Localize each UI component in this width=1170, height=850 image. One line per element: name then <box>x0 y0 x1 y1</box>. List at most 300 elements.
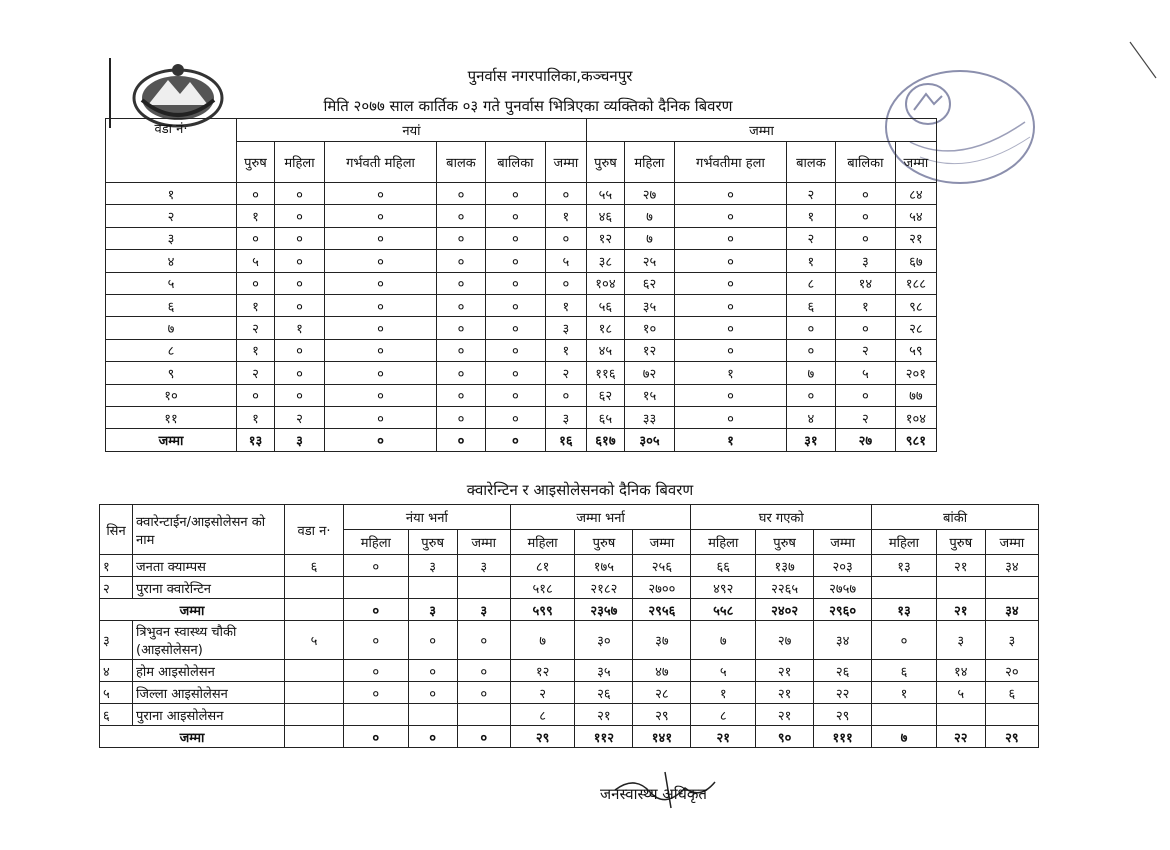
value-cell: ० <box>786 384 835 406</box>
sn-cell: ५ <box>100 682 133 704</box>
value-cell: ० <box>545 384 586 406</box>
sn-cell: ६ <box>100 704 133 726</box>
value-cell <box>985 577 1038 599</box>
value-cell: ० <box>436 250 485 272</box>
value-cell: ० <box>274 227 324 249</box>
value-cell: १ <box>545 294 586 316</box>
value-cell: १०४ <box>586 272 624 294</box>
value-cell: ३ <box>936 621 985 660</box>
value-cell: ० <box>674 250 786 272</box>
value-cell: ३ <box>545 406 586 428</box>
value-cell: ५ <box>237 250 275 272</box>
value-cell: ० <box>274 384 324 406</box>
value-cell: १ <box>545 205 586 227</box>
signature-label: जनस्वास्थ्य अधिकृत <box>600 785 707 803</box>
value-cell: ० <box>485 384 545 406</box>
value-cell: २७ <box>756 621 814 660</box>
value-cell: ० <box>545 272 586 294</box>
total-cell: १ <box>674 429 786 451</box>
value-cell: १३ <box>872 555 937 577</box>
ward-cell: ६ <box>285 555 344 577</box>
value-cell: २५ <box>624 250 674 272</box>
value-cell <box>408 704 457 726</box>
value-cell: ० <box>436 317 485 339</box>
value-cell <box>457 704 510 726</box>
value-cell: ० <box>485 362 545 384</box>
ward-cell: ११ <box>106 406 237 428</box>
value-cell <box>985 704 1038 726</box>
value-cell: ६२ <box>624 272 674 294</box>
value-cell: ० <box>674 339 786 361</box>
value-cell: ७ <box>786 362 835 384</box>
value-cell: १ <box>835 294 895 316</box>
value-cell: ० <box>674 272 786 294</box>
value-cell: ० <box>344 660 409 682</box>
value-cell: १०४ <box>895 406 936 428</box>
value-cell: ० <box>436 272 485 294</box>
value-cell: ७७ <box>895 384 936 406</box>
ward-header: वडा नं· <box>106 119 237 183</box>
value-cell: ३७ <box>633 621 691 660</box>
facility-name-cell: होम आइसोलेसन <box>133 660 285 682</box>
new-col-header: बालक <box>436 142 485 183</box>
value-cell: ३ <box>457 555 510 577</box>
value-cell: ८ <box>786 272 835 294</box>
value-cell: ० <box>325 250 437 272</box>
value-cell: २७५७ <box>814 577 872 599</box>
new-col-header: गर्भवती महिला <box>325 142 437 183</box>
value-cell: ० <box>274 362 324 384</box>
sub-col-header: जम्मा <box>985 530 1038 555</box>
value-cell: ० <box>457 660 510 682</box>
value-cell: २१ <box>756 704 814 726</box>
report-subtitle: मिति २०७७ साल कार्तिक ०३ गते पुनर्वास भित्रिएका व्यक्तिको दैनिक बिवरण <box>323 97 733 115</box>
quarantine-title: क्वारेन्टिन र आइसोलेसनको दैनिक बिवरण <box>466 481 694 499</box>
value-cell: ६५ <box>586 406 624 428</box>
total-cell: ७ <box>872 726 937 748</box>
value-cell: १८८ <box>895 272 936 294</box>
value-cell: ० <box>457 621 510 660</box>
value-cell: ० <box>674 183 786 205</box>
ward-cell <box>285 682 344 704</box>
group-total-header: जम्मा <box>586 119 936 142</box>
value-cell <box>457 577 510 599</box>
value-cell: ० <box>325 362 437 384</box>
value-cell: ० <box>835 183 895 205</box>
value-cell: ३ <box>545 317 586 339</box>
total-cell: ३ <box>457 599 510 621</box>
value-cell: ० <box>835 384 895 406</box>
total-cell: २९ <box>985 726 1038 748</box>
value-cell: १७५ <box>575 555 633 577</box>
value-cell: ० <box>436 362 485 384</box>
value-cell: ० <box>674 384 786 406</box>
value-cell: ८ <box>510 704 575 726</box>
ward-cell <box>285 704 344 726</box>
facility-name-cell: जिल्ला आइसोलेसन <box>133 682 285 704</box>
value-cell: २८ <box>633 682 691 704</box>
value-cell: ३४ <box>985 555 1038 577</box>
value-cell: २७०० <box>633 577 691 599</box>
new-col-header: जम्मा <box>545 142 586 183</box>
value-cell: ७ <box>510 621 575 660</box>
value-cell: ० <box>274 272 324 294</box>
value-cell: ७२ <box>624 362 674 384</box>
value-cell: ० <box>237 384 275 406</box>
value-cell: २१ <box>895 227 936 249</box>
facility-name-cell: जनता क्याम्पस <box>133 555 285 577</box>
value-cell: ० <box>436 227 485 249</box>
value-cell: ० <box>786 339 835 361</box>
total-cell: ३०५ <box>624 429 674 451</box>
total-cell: २९६० <box>814 599 872 621</box>
ward-cell: २ <box>106 205 237 227</box>
value-cell: ५६ <box>586 294 624 316</box>
value-cell: ५ <box>691 660 756 682</box>
value-cell: ० <box>674 317 786 339</box>
total-label: जम्मा <box>106 429 237 451</box>
value-cell: ० <box>545 183 586 205</box>
facility-name-header: क्वारेन्टाईन/आइसोलेसन को नाम <box>133 505 285 555</box>
value-cell: २ <box>237 362 275 384</box>
total-cell: ११२ <box>575 726 633 748</box>
value-cell: ० <box>325 227 437 249</box>
total-cell: १६ <box>545 429 586 451</box>
value-cell: १३७ <box>756 555 814 577</box>
value-cell: ० <box>436 384 485 406</box>
total-cell: १३ <box>872 599 937 621</box>
value-cell: ० <box>485 406 545 428</box>
value-cell: २ <box>786 183 835 205</box>
total-col-header: बालिका <box>835 142 895 183</box>
total-label: जम्मा <box>100 599 285 621</box>
value-cell: २२ <box>814 682 872 704</box>
total-cell: २१ <box>936 599 985 621</box>
value-cell: ४ <box>786 406 835 428</box>
value-cell: ० <box>237 183 275 205</box>
table-row <box>106 272 937 294</box>
value-cell: २७ <box>624 183 674 205</box>
value-cell: ३ <box>408 555 457 577</box>
value-cell: १ <box>237 339 275 361</box>
total-cell: ० <box>325 429 437 451</box>
ward-cell: १० <box>106 384 237 406</box>
value-cell: २६ <box>575 682 633 704</box>
group-remaining-header: बांकी <box>872 505 1039 530</box>
value-cell: ० <box>436 294 485 316</box>
total-col-header: महिला <box>624 142 674 183</box>
table-row <box>100 621 1039 660</box>
sub-col-header: पुरुष <box>936 530 985 555</box>
value-cell: २२६५ <box>756 577 814 599</box>
total-cell: ० <box>436 429 485 451</box>
table-row <box>106 294 937 316</box>
sub-col-header: महिला <box>510 530 575 555</box>
value-cell: १ <box>786 250 835 272</box>
facility-name-cell: पुराना क्वारेन्टिन <box>133 577 285 599</box>
value-cell: १४ <box>835 272 895 294</box>
value-cell: ६६ <box>691 555 756 577</box>
total-cell: १११ <box>814 726 872 748</box>
value-cell: ६ <box>872 660 937 682</box>
value-cell: १२ <box>586 227 624 249</box>
value-cell: ८१ <box>510 555 575 577</box>
table-row <box>100 555 1039 577</box>
group-new-admit-header: नंया भर्ना <box>344 505 511 530</box>
value-cell: ८ <box>691 704 756 726</box>
value-cell: १ <box>237 205 275 227</box>
value-cell: ८४ <box>895 183 936 205</box>
value-cell: ५९ <box>895 339 936 361</box>
total-cell: ० <box>457 726 510 748</box>
sub-col-header: महिला <box>344 530 409 555</box>
value-cell: ० <box>436 205 485 227</box>
table-row <box>106 205 937 227</box>
value-cell: ६ <box>786 294 835 316</box>
value-cell: ० <box>325 406 437 428</box>
value-cell: ३३ <box>624 406 674 428</box>
value-cell: ० <box>325 384 437 406</box>
value-cell: २९ <box>633 704 691 726</box>
total-cell: ५९९ <box>510 599 575 621</box>
value-cell: ० <box>344 555 409 577</box>
value-cell: ० <box>325 272 437 294</box>
value-cell: ० <box>674 406 786 428</box>
sub-col-header: पुरुष <box>408 530 457 555</box>
value-cell: ६ <box>985 682 1038 704</box>
value-cell: २१ <box>936 555 985 577</box>
table-row <box>100 682 1039 704</box>
value-cell <box>344 577 409 599</box>
value-cell: २०१ <box>895 362 936 384</box>
value-cell: ० <box>274 294 324 316</box>
quarantine-isolation-table <box>99 504 1039 748</box>
table-row <box>106 362 937 384</box>
value-cell: ० <box>344 682 409 704</box>
facility-name-cell: त्रिभुवन स्वास्थ्य चौकी (आइसोलेसन) <box>133 621 285 660</box>
value-cell: ७ <box>624 205 674 227</box>
value-cell: ४५ <box>586 339 624 361</box>
table-row <box>106 183 937 205</box>
value-cell: ४९२ <box>691 577 756 599</box>
ward-cell: ३ <box>106 227 237 249</box>
ward-cell <box>285 726 344 748</box>
value-cell: २ <box>835 406 895 428</box>
value-cell: ६२ <box>586 384 624 406</box>
total-cell: ९० <box>756 726 814 748</box>
value-cell: ० <box>408 621 457 660</box>
total-col-header: गर्भवतीमा हला <box>674 142 786 183</box>
value-cell: ० <box>274 183 324 205</box>
value-cell: ६७ <box>895 250 936 272</box>
value-cell <box>872 704 937 726</box>
ward-cell: १ <box>106 183 237 205</box>
table-row <box>106 250 937 272</box>
value-cell <box>936 577 985 599</box>
value-cell: १ <box>674 362 786 384</box>
value-cell: २५६ <box>633 555 691 577</box>
value-cell: ० <box>436 339 485 361</box>
table-row <box>106 317 937 339</box>
value-cell: २१ <box>756 660 814 682</box>
value-cell: २ <box>545 362 586 384</box>
scan-corner-mark <box>1128 40 1158 80</box>
value-cell: ० <box>485 227 545 249</box>
total-cell: २२ <box>936 726 985 748</box>
value-cell <box>872 577 937 599</box>
new-col-header: बालिका <box>485 142 545 183</box>
value-cell: २१ <box>756 682 814 704</box>
table-row <box>106 227 937 249</box>
total-cell: १४१ <box>633 726 691 748</box>
total-cell: ० <box>344 599 409 621</box>
value-cell: ० <box>835 317 895 339</box>
total-cell: ६१७ <box>586 429 624 451</box>
value-cell: ० <box>436 406 485 428</box>
value-cell: ० <box>457 682 510 704</box>
value-cell: ० <box>237 272 275 294</box>
value-cell: ३० <box>575 621 633 660</box>
value-cell: ५ <box>545 250 586 272</box>
value-cell: २ <box>274 406 324 428</box>
sub-col-header: पुरुष <box>756 530 814 555</box>
total-row <box>100 599 1039 621</box>
ward-cell <box>285 577 344 599</box>
sn-cell: १ <box>100 555 133 577</box>
value-cell: ० <box>436 183 485 205</box>
value-cell: ५१८ <box>510 577 575 599</box>
value-cell: ० <box>325 183 437 205</box>
value-cell: १ <box>237 406 275 428</box>
value-cell <box>408 577 457 599</box>
value-cell: ० <box>408 682 457 704</box>
value-cell: १ <box>545 339 586 361</box>
value-cell: ० <box>485 183 545 205</box>
value-cell: ० <box>325 294 437 316</box>
value-cell: १ <box>691 682 756 704</box>
value-cell: ० <box>325 317 437 339</box>
ward-cell: ७ <box>106 317 237 339</box>
value-cell: १८ <box>586 317 624 339</box>
sub-col-header: पुरुष <box>575 530 633 555</box>
value-cell: २० <box>985 660 1038 682</box>
sn-header: सिन <box>100 505 133 555</box>
total-col-header: बालक <box>786 142 835 183</box>
table-row <box>100 704 1039 726</box>
value-cell: ५ <box>835 362 895 384</box>
ward-cell: ९ <box>106 362 237 384</box>
municipality-title: पुनर्वास नगरपालिका,कञ्चनपुर <box>467 67 633 85</box>
value-cell: ० <box>835 205 895 227</box>
total-cell: ३ <box>274 429 324 451</box>
total-row <box>100 726 1039 748</box>
ward-cell: ५ <box>285 621 344 660</box>
value-cell: १० <box>624 317 674 339</box>
total-cell: ३ <box>408 599 457 621</box>
value-cell: २ <box>237 317 275 339</box>
sub-col-header: जम्मा <box>457 530 510 555</box>
value-cell: ० <box>674 227 786 249</box>
value-cell: २ <box>786 227 835 249</box>
sub-col-header: जम्मा <box>633 530 691 555</box>
value-cell <box>936 704 985 726</box>
sub-col-header: जम्मा <box>814 530 872 555</box>
total-cell: २४०२ <box>756 599 814 621</box>
value-cell <box>344 704 409 726</box>
value-cell: ० <box>274 250 324 272</box>
new-col-header: पुरुष <box>237 142 275 183</box>
total-label: जम्मा <box>100 726 285 748</box>
total-cell: २७ <box>835 429 895 451</box>
value-cell: १ <box>237 294 275 316</box>
value-cell: ० <box>344 621 409 660</box>
value-cell: ० <box>274 339 324 361</box>
table-row <box>106 339 937 361</box>
value-cell: २६ <box>814 660 872 682</box>
ward-no-header: वडा न· <box>285 505 344 555</box>
ward-cell: ४ <box>106 250 237 272</box>
value-cell: ३ <box>985 621 1038 660</box>
value-cell: ३८ <box>586 250 624 272</box>
ward-cell: ८ <box>106 339 237 361</box>
total-cell: ० <box>344 726 409 748</box>
group-total-admit-header: जम्मा भर्ना <box>510 505 691 530</box>
total-cell: ० <box>408 726 457 748</box>
sub-col-header: महिला <box>872 530 937 555</box>
total-cell: ० <box>485 429 545 451</box>
value-cell: १५ <box>624 384 674 406</box>
value-cell: ० <box>835 227 895 249</box>
value-cell: ० <box>485 205 545 227</box>
ward-arrivals-table <box>105 118 937 452</box>
value-cell: १२ <box>624 339 674 361</box>
value-cell: ० <box>485 339 545 361</box>
total-row <box>106 429 937 451</box>
value-cell: ० <box>325 205 437 227</box>
value-cell: २ <box>835 339 895 361</box>
total-cell: ५५८ <box>691 599 756 621</box>
value-cell: ३५ <box>624 294 674 316</box>
value-cell: १ <box>786 205 835 227</box>
total-col-header: पुरुष <box>586 142 624 183</box>
value-cell: ० <box>545 227 586 249</box>
value-cell: ० <box>325 339 437 361</box>
total-cell: २९ <box>510 726 575 748</box>
value-cell: ० <box>485 272 545 294</box>
ward-cell: ६ <box>106 294 237 316</box>
value-cell: ० <box>485 317 545 339</box>
value-cell: ४७ <box>633 660 691 682</box>
value-cell: २१८२ <box>575 577 633 599</box>
value-cell: २१ <box>575 704 633 726</box>
value-cell: ० <box>485 250 545 272</box>
value-cell: ११६ <box>586 362 624 384</box>
value-cell: १२ <box>510 660 575 682</box>
sn-cell: ३ <box>100 621 133 660</box>
value-cell: ७ <box>691 621 756 660</box>
facility-name-cell: पुराना आइसोलेसन <box>133 704 285 726</box>
value-cell: ० <box>674 205 786 227</box>
value-cell: १४ <box>936 660 985 682</box>
value-cell: २८ <box>895 317 936 339</box>
total-cell: २९५६ <box>633 599 691 621</box>
table-row <box>106 406 937 428</box>
value-cell: २ <box>510 682 575 704</box>
value-cell: ० <box>408 660 457 682</box>
value-cell: ० <box>674 294 786 316</box>
value-cell: ३४ <box>814 621 872 660</box>
value-cell: २०३ <box>814 555 872 577</box>
